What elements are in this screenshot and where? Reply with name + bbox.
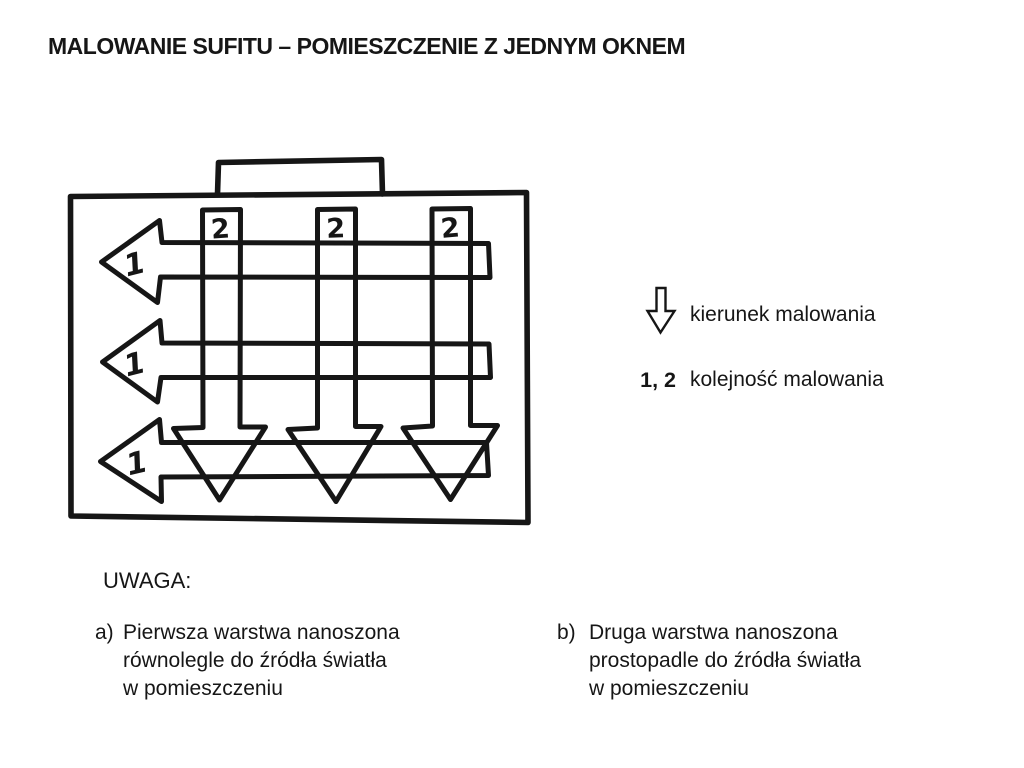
note-marker: a)	[95, 621, 114, 644]
left-arrow-shape	[101, 420, 489, 502]
note-a	[95, 619, 400, 703]
note-line: Druga warstwa nanoszona	[589, 621, 838, 644]
first-coat-arrow-3	[101, 420, 489, 502]
window-shape	[218, 160, 383, 195]
arrow-order-label: 1	[120, 345, 150, 385]
down-arrow-shape	[403, 209, 498, 500]
second-coat-arrow-2	[288, 209, 381, 502]
legend-order-key: 1, 2	[640, 368, 676, 392]
note-text	[123, 619, 400, 703]
arrow-order-label: 1	[122, 444, 151, 484]
note-line: prostopadle do źródła światła	[589, 649, 861, 672]
note-b	[557, 619, 861, 703]
legend-order-label: kolejność malowania	[690, 368, 884, 391]
note-text	[589, 619, 861, 703]
second-coat-arrow-3	[403, 209, 498, 500]
arrow-order-label: 2	[209, 213, 231, 246]
arrow-order-label: 2	[439, 212, 461, 245]
notes-heading: UWAGA:	[103, 568, 192, 593]
down-arrow-glyph	[648, 288, 675, 333]
second-coat-arrow-1	[174, 210, 266, 501]
down-arrow-icon	[645, 284, 679, 336]
ceiling-painting-diagram	[60, 140, 540, 540]
note-line: równolegle do źródła światła	[123, 649, 387, 672]
note-line: Pierwsza warstwa nanoszona	[123, 621, 400, 644]
note-marker: b)	[557, 621, 576, 644]
arrow-order-label: 1	[120, 245, 150, 285]
note-line: w pomieszczeniu	[589, 677, 749, 700]
arrow-order-label: 2	[325, 213, 346, 245]
legend-direction-label: kierunek malowania	[690, 303, 876, 326]
page-title: MALOWANIE SUFITU – POMIESZCZENIE Z JEDNYM OKNEM	[48, 33, 686, 59]
note-line: w pomieszczeniu	[123, 677, 283, 700]
down-arrow-shape	[174, 210, 266, 501]
down-arrow-shape	[288, 209, 381, 502]
